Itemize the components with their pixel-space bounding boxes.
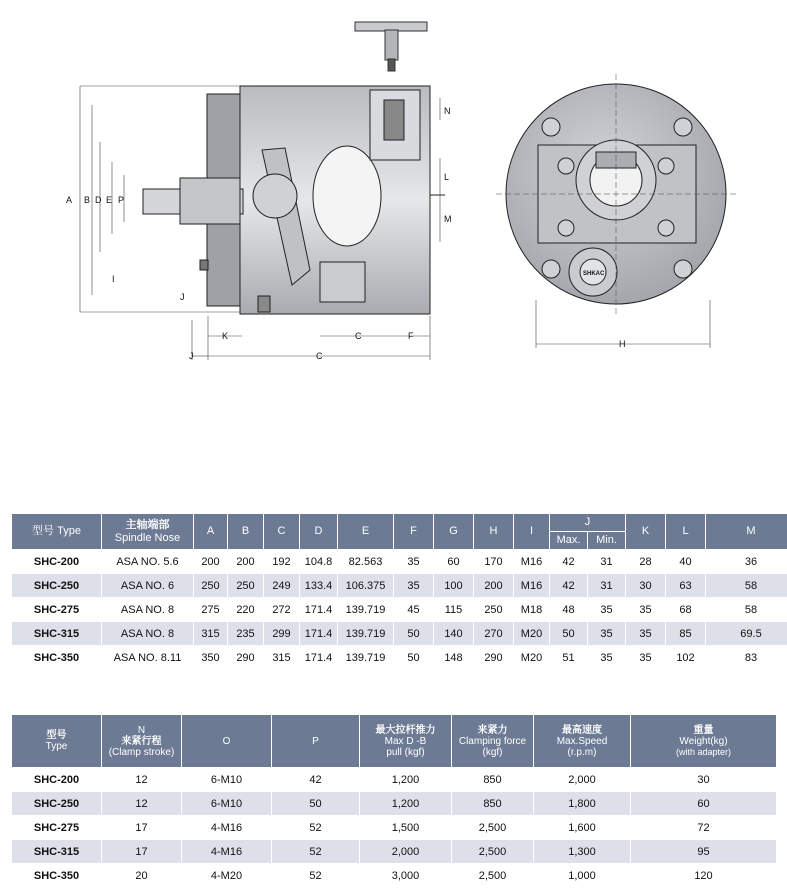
- table-cell: 250: [194, 574, 228, 598]
- table-cell: 52: [272, 864, 360, 888]
- table-cell: 83: [706, 646, 787, 670]
- table-cell: 275: [194, 598, 228, 622]
- table-cell: 51: [550, 646, 588, 670]
- table-cell: 58: [706, 574, 787, 598]
- table-cell: M20: [514, 646, 550, 670]
- table-cell: 58: [706, 598, 787, 622]
- table-cell: 4-M16: [182, 840, 272, 864]
- table-cell: 139.719: [338, 646, 394, 670]
- header-type-cn: 型号: [46, 730, 67, 741]
- header-pull-en1: Max D -B: [384, 735, 427, 747]
- header-H: H: [474, 514, 514, 550]
- table-cell: 35: [394, 550, 434, 574]
- model-cell: SHC-315: [12, 840, 102, 864]
- table-cell: ASA NO. 6: [102, 574, 194, 598]
- table-cell: 36: [706, 550, 787, 574]
- table-cell: 63: [666, 574, 706, 598]
- table-cell: 200: [194, 550, 228, 574]
- header-D: D: [300, 514, 338, 550]
- table-cell: 315: [194, 622, 228, 646]
- table-cell: 28: [626, 550, 666, 574]
- table-cell: 270: [474, 622, 514, 646]
- model-cell: SHC-200: [12, 768, 102, 792]
- table-cell: 148: [434, 646, 474, 670]
- header-J: J: [550, 514, 626, 532]
- table-row: [12, 840, 777, 864]
- spec-table-performance: [11, 714, 777, 888]
- label-D: D: [95, 195, 102, 205]
- spec-table-dimensions: [11, 513, 787, 670]
- table-row: [12, 792, 777, 816]
- table-cell: 249: [264, 574, 300, 598]
- header-spindle-cn: 主轴端部: [125, 519, 170, 532]
- table-cell: 104.8: [300, 550, 338, 574]
- table-cell: 68: [666, 598, 706, 622]
- label-J-bottom: J: [189, 351, 194, 361]
- table-cell: 170: [474, 550, 514, 574]
- table-cell: 250: [228, 574, 264, 598]
- table-cell: M18: [514, 598, 550, 622]
- table-cell: 250: [474, 598, 514, 622]
- table-cell: 2,000: [534, 768, 631, 792]
- model-cell: SHC-275: [12, 598, 102, 622]
- header-L: L: [666, 514, 706, 550]
- header-force-cn: 来紧力: [477, 724, 508, 736]
- header-type: 型号 Type: [12, 514, 102, 550]
- table-cell: 1,200: [360, 792, 452, 816]
- model-cell: SHC-200: [12, 550, 102, 574]
- header-N: N: [137, 724, 146, 736]
- label-A: A: [66, 195, 73, 205]
- header-C: C: [264, 514, 300, 550]
- table-cell: 60: [434, 550, 474, 574]
- table-cell: 17: [102, 816, 182, 840]
- table-cell: 35: [626, 598, 666, 622]
- header-M: M: [706, 514, 787, 550]
- table-cell: 45: [394, 598, 434, 622]
- chuck-side-view: [143, 86, 445, 314]
- table-cell: 106.375: [338, 574, 394, 598]
- chuck-front-view: [496, 74, 736, 314]
- table-cell: 1,600: [534, 816, 631, 840]
- table-cell: 171.4: [300, 598, 338, 622]
- table-cell: 4-M20: [182, 864, 272, 888]
- table-cell: 2,500: [452, 864, 534, 888]
- table-cell: 42: [272, 768, 360, 792]
- table-cell: 42: [550, 550, 588, 574]
- table-cell: M16: [514, 550, 550, 574]
- table-cell: 95: [631, 840, 777, 864]
- table-cell: ASA NO. 8: [102, 598, 194, 622]
- header-weight-cn: 重量: [693, 724, 714, 736]
- table-cell: 850: [452, 768, 534, 792]
- table-cell: 140: [434, 622, 474, 646]
- table-cell: 2,000: [360, 840, 452, 864]
- header-model-type: [12, 715, 102, 768]
- header-pull-en2: pull (kgf): [386, 746, 425, 758]
- table-cell: 6-M10: [182, 792, 272, 816]
- table-cell: M20: [514, 622, 550, 646]
- header-B: B: [228, 514, 264, 550]
- table-cell: 115: [434, 598, 474, 622]
- header-J-min: Min.: [588, 532, 626, 550]
- table-cell: 133.4: [300, 574, 338, 598]
- label-B: B: [84, 195, 91, 205]
- model-cell: SHC-250: [12, 574, 102, 598]
- header-weight-en2: (with adapter): [675, 746, 732, 757]
- header-O: O: [182, 715, 272, 768]
- table-cell: 35: [394, 574, 434, 598]
- header-force-en2: (kgf): [482, 746, 503, 758]
- table-cell: 82.563: [338, 550, 394, 574]
- header-G: G: [434, 514, 474, 550]
- table-cell: 20: [102, 864, 182, 888]
- model-cell: SHC-350: [12, 646, 102, 670]
- table-cell: 102: [666, 646, 706, 670]
- label-H: H: [619, 339, 626, 349]
- model-cell: SHC-250: [12, 792, 102, 816]
- table-cell: 60: [631, 792, 777, 816]
- table-cell: ASA NO. 8.11: [102, 646, 194, 670]
- table-cell: 1,300: [534, 840, 631, 864]
- header-speed-en1: Max.Speed: [556, 735, 608, 747]
- table-cell: 350: [194, 646, 228, 670]
- table-cell: 31: [588, 574, 626, 598]
- table-cell: 35: [626, 622, 666, 646]
- header-I: I: [514, 514, 550, 550]
- header-A: A: [194, 514, 228, 550]
- header-weight-en1: Weight(kg): [679, 735, 728, 747]
- table-row: [12, 598, 787, 622]
- table-cell: 120: [631, 864, 777, 888]
- table-row: [12, 550, 787, 574]
- table-cell: 192: [264, 550, 300, 574]
- table-cell: ASA NO. 8: [102, 622, 194, 646]
- table-cell: 850: [452, 792, 534, 816]
- header-force-en1: Clamping force: [458, 735, 527, 747]
- table-row: [12, 816, 777, 840]
- label-F: F: [408, 331, 414, 341]
- technical-drawing: [0, 0, 787, 420]
- header-clamp-stroke: [102, 715, 182, 768]
- table-cell: 50: [550, 622, 588, 646]
- table-cell: 299: [264, 622, 300, 646]
- table-cell: 48: [550, 598, 588, 622]
- table-cell: 315: [264, 646, 300, 670]
- header-spindle-en: Spindle Nose: [114, 531, 181, 544]
- label-P: P: [118, 195, 125, 205]
- t-handle-key: [355, 22, 427, 71]
- table-cell: M16: [514, 574, 550, 598]
- label-E: E: [106, 195, 113, 205]
- table-cell: 72: [631, 816, 777, 840]
- header-P: P: [272, 715, 360, 768]
- label-K: K: [222, 331, 229, 341]
- table-cell: 200: [474, 574, 514, 598]
- header-weight: [631, 715, 777, 768]
- label-C-bottom: C: [316, 351, 323, 361]
- table-cell: 139.719: [338, 598, 394, 622]
- header-speed-en2: (r.p.m): [567, 746, 597, 758]
- header-clamping-force: [452, 715, 534, 768]
- table-cell: 139.719: [338, 622, 394, 646]
- header-type-en: Type: [45, 741, 68, 752]
- table-cell: 35: [588, 622, 626, 646]
- label-I: I: [112, 274, 115, 284]
- table-cell: ASA NO. 5.6: [102, 550, 194, 574]
- table-cell: 17: [102, 840, 182, 864]
- header-pull-cn: 最大拉杆推力: [375, 724, 436, 736]
- table-row: [12, 622, 787, 646]
- table-cell: 235: [228, 622, 264, 646]
- table-cell: 272: [264, 598, 300, 622]
- table-cell: 31: [588, 550, 626, 574]
- table-row: [12, 768, 777, 792]
- header-max-pull: [360, 715, 452, 768]
- table-cell: 220: [228, 598, 264, 622]
- table-cell: 12: [102, 768, 182, 792]
- table-cell: 290: [474, 646, 514, 670]
- table-cell: 50: [394, 646, 434, 670]
- table-cell: 1,200: [360, 768, 452, 792]
- header-speed-cn: 最高速度: [562, 724, 602, 736]
- table-cell: 1,800: [534, 792, 631, 816]
- table-cell: 12: [102, 792, 182, 816]
- table-cell: 3,000: [360, 864, 452, 888]
- model-cell: SHC-350: [12, 864, 102, 888]
- header-F: F: [394, 514, 434, 550]
- table-cell: 290: [228, 646, 264, 670]
- table-cell: 50: [272, 792, 360, 816]
- table-cell: 30: [626, 574, 666, 598]
- label-C-top: C: [355, 331, 362, 341]
- table-cell: 52: [272, 816, 360, 840]
- label-J: J: [180, 292, 185, 302]
- model-cell: SHC-315: [12, 622, 102, 646]
- table-cell: 35: [588, 598, 626, 622]
- table-cell: 1,500: [360, 816, 452, 840]
- header-N-en: (Clamp stroke): [108, 746, 175, 758]
- header-J-max: Max.: [550, 532, 588, 550]
- table-cell: 171.4: [300, 646, 338, 670]
- label-N: N: [444, 106, 451, 116]
- table-cell: 100: [434, 574, 474, 598]
- table-cell: 35: [588, 646, 626, 670]
- table-cell: 171.4: [300, 622, 338, 646]
- table-cell: 6-M10: [182, 768, 272, 792]
- table-cell: 69.5: [706, 622, 787, 646]
- table-cell: 30: [631, 768, 777, 792]
- table-cell: 2,500: [452, 816, 534, 840]
- table-row: [12, 864, 777, 888]
- table-cell: 52: [272, 840, 360, 864]
- table-cell: 35: [626, 646, 666, 670]
- table-cell: 4-M16: [182, 816, 272, 840]
- table-cell: 1,000: [534, 864, 631, 888]
- label-L: L: [444, 172, 450, 182]
- table-cell: 2,500: [452, 840, 534, 864]
- label-M: M: [444, 214, 452, 224]
- brand-logo: SHKAC: [583, 271, 605, 277]
- header-K: K: [626, 514, 666, 550]
- header-max-speed: [534, 715, 631, 768]
- header-spindle-nose: [102, 514, 194, 550]
- table-row: [12, 574, 787, 598]
- table-cell: 50: [394, 622, 434, 646]
- model-cell: SHC-275: [12, 816, 102, 840]
- table-cell: 40: [666, 550, 706, 574]
- header-E: E: [338, 514, 394, 550]
- table-cell: 85: [666, 622, 706, 646]
- table-cell: 42: [550, 574, 588, 598]
- header-N-cn: 来紧行程: [121, 735, 162, 747]
- table-cell: 200: [228, 550, 264, 574]
- table-row: [12, 646, 787, 670]
